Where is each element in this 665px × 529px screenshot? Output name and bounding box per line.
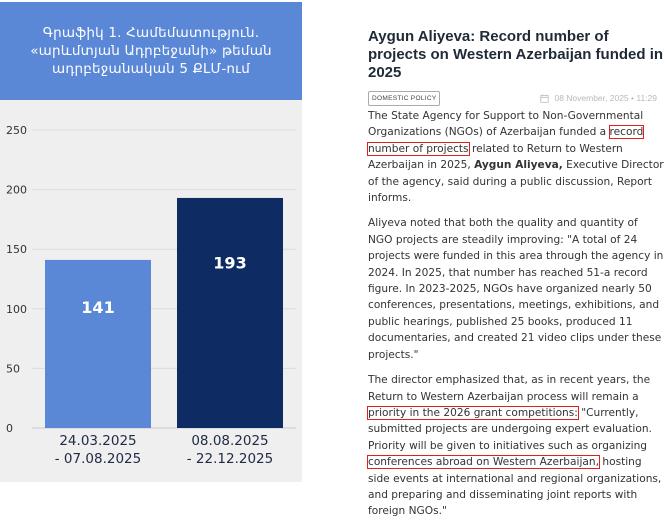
- chart-title: [0, 2, 302, 100]
- bar-value-label: 141: [81, 297, 115, 317]
- paragraph-2: Aliyeva noted that both the quality and quantity of NGO projects are steadily improving: "A total of 24 projects were funded in this area through the agency in 2024. In 2025, that number has reached 51-a record figure. In 2023-2025, NGOs have organized nearly 50 conferences, presentations, meetings, exhibitions, and public hearings, published 25 books, produced 11 documentaries, and created 21 video clips under these projects.": [368, 217, 664, 361]
- article-body: [368, 108, 665, 520]
- date-info: [540, 93, 665, 103]
- paragraph-1: [368, 108, 665, 206]
- chart-panel: [0, 0, 302, 482]
- chart-plot-area: [0, 100, 302, 482]
- chart-title-line-1: Գրաֆիկ 1. Համեմատություն.: [42, 25, 260, 41]
- p3-text-e: hosting side events at international and regional organizations, and preparing and disseminating joint reports with foreign NGOs.": [368, 456, 662, 518]
- p3-text-a: The director emphasized that, as in recent years, the Return to Western Azerbaijan process will remain a: [368, 374, 651, 403]
- chart-title-line-2: «արևմտյան Ադրբեջանի» թեման: [30, 43, 272, 59]
- article-date: 08 November, 2025 • 11:29: [554, 93, 657, 103]
- calendar-icon: [540, 94, 549, 103]
- x-category-label: - 07.08.2025: [54, 451, 142, 467]
- p3-text-c: "Currently, submitted projects are undergoing expert evaluation. Priority will be given to initiatives such as organizing: [368, 406, 652, 452]
- y-tick-label: 250: [6, 124, 27, 137]
- article-meta: [368, 90, 665, 106]
- y-tick-label: 50: [6, 362, 20, 376]
- bar-2: [177, 198, 283, 428]
- y-tick-label: 100: [6, 302, 27, 316]
- y-tick-label: 150: [6, 243, 27, 257]
- bar-value-label: 193: [213, 253, 247, 273]
- category-badge[interactable]: DOMESTIC POLICY: [368, 91, 440, 106]
- x-category-label: 24.03.2025: [59, 433, 137, 449]
- x-category-label: 08.08.2025: [191, 433, 269, 449]
- highlight-priority-2026: priority in the 2026 grant competitions:: [368, 406, 578, 419]
- person-name: Aygun Aliyeva,: [474, 159, 563, 172]
- chart-title-line-3: ադրբեջանական 5 ՔԼՄ-ում: [52, 61, 250, 77]
- bar-1: [45, 260, 151, 428]
- p1-text-e: Executive Director of the agency, said during a public discussion, Report informs.: [368, 159, 664, 205]
- article-title: Aygun Aliyeva: Record number of projects on Western Azerbaijan funded in 2025: [368, 28, 664, 81]
- highlight-conferences-abroad: conferences abroad on Western Azerbaijan,: [368, 456, 599, 469]
- paragraph-3: [368, 372, 665, 520]
- p1-text-c: related to Return to Western Azerbaijan in 2025,: [368, 142, 623, 172]
- y-tick-label: 200: [6, 183, 27, 197]
- article: [368, 28, 665, 529]
- highlight-record-number: record number of projects: [368, 126, 644, 155]
- p1-text-a: The State Agency for Support to Non-Governmental Organizations (NGOs) of Azerbaijan funded a: [368, 110, 644, 139]
- y-tick-label: 0: [6, 422, 13, 435]
- bar-chart: [0, 100, 302, 482]
- x-category-label: - 22.12.2025: [186, 451, 274, 467]
- column-gap: [302, 0, 368, 482]
